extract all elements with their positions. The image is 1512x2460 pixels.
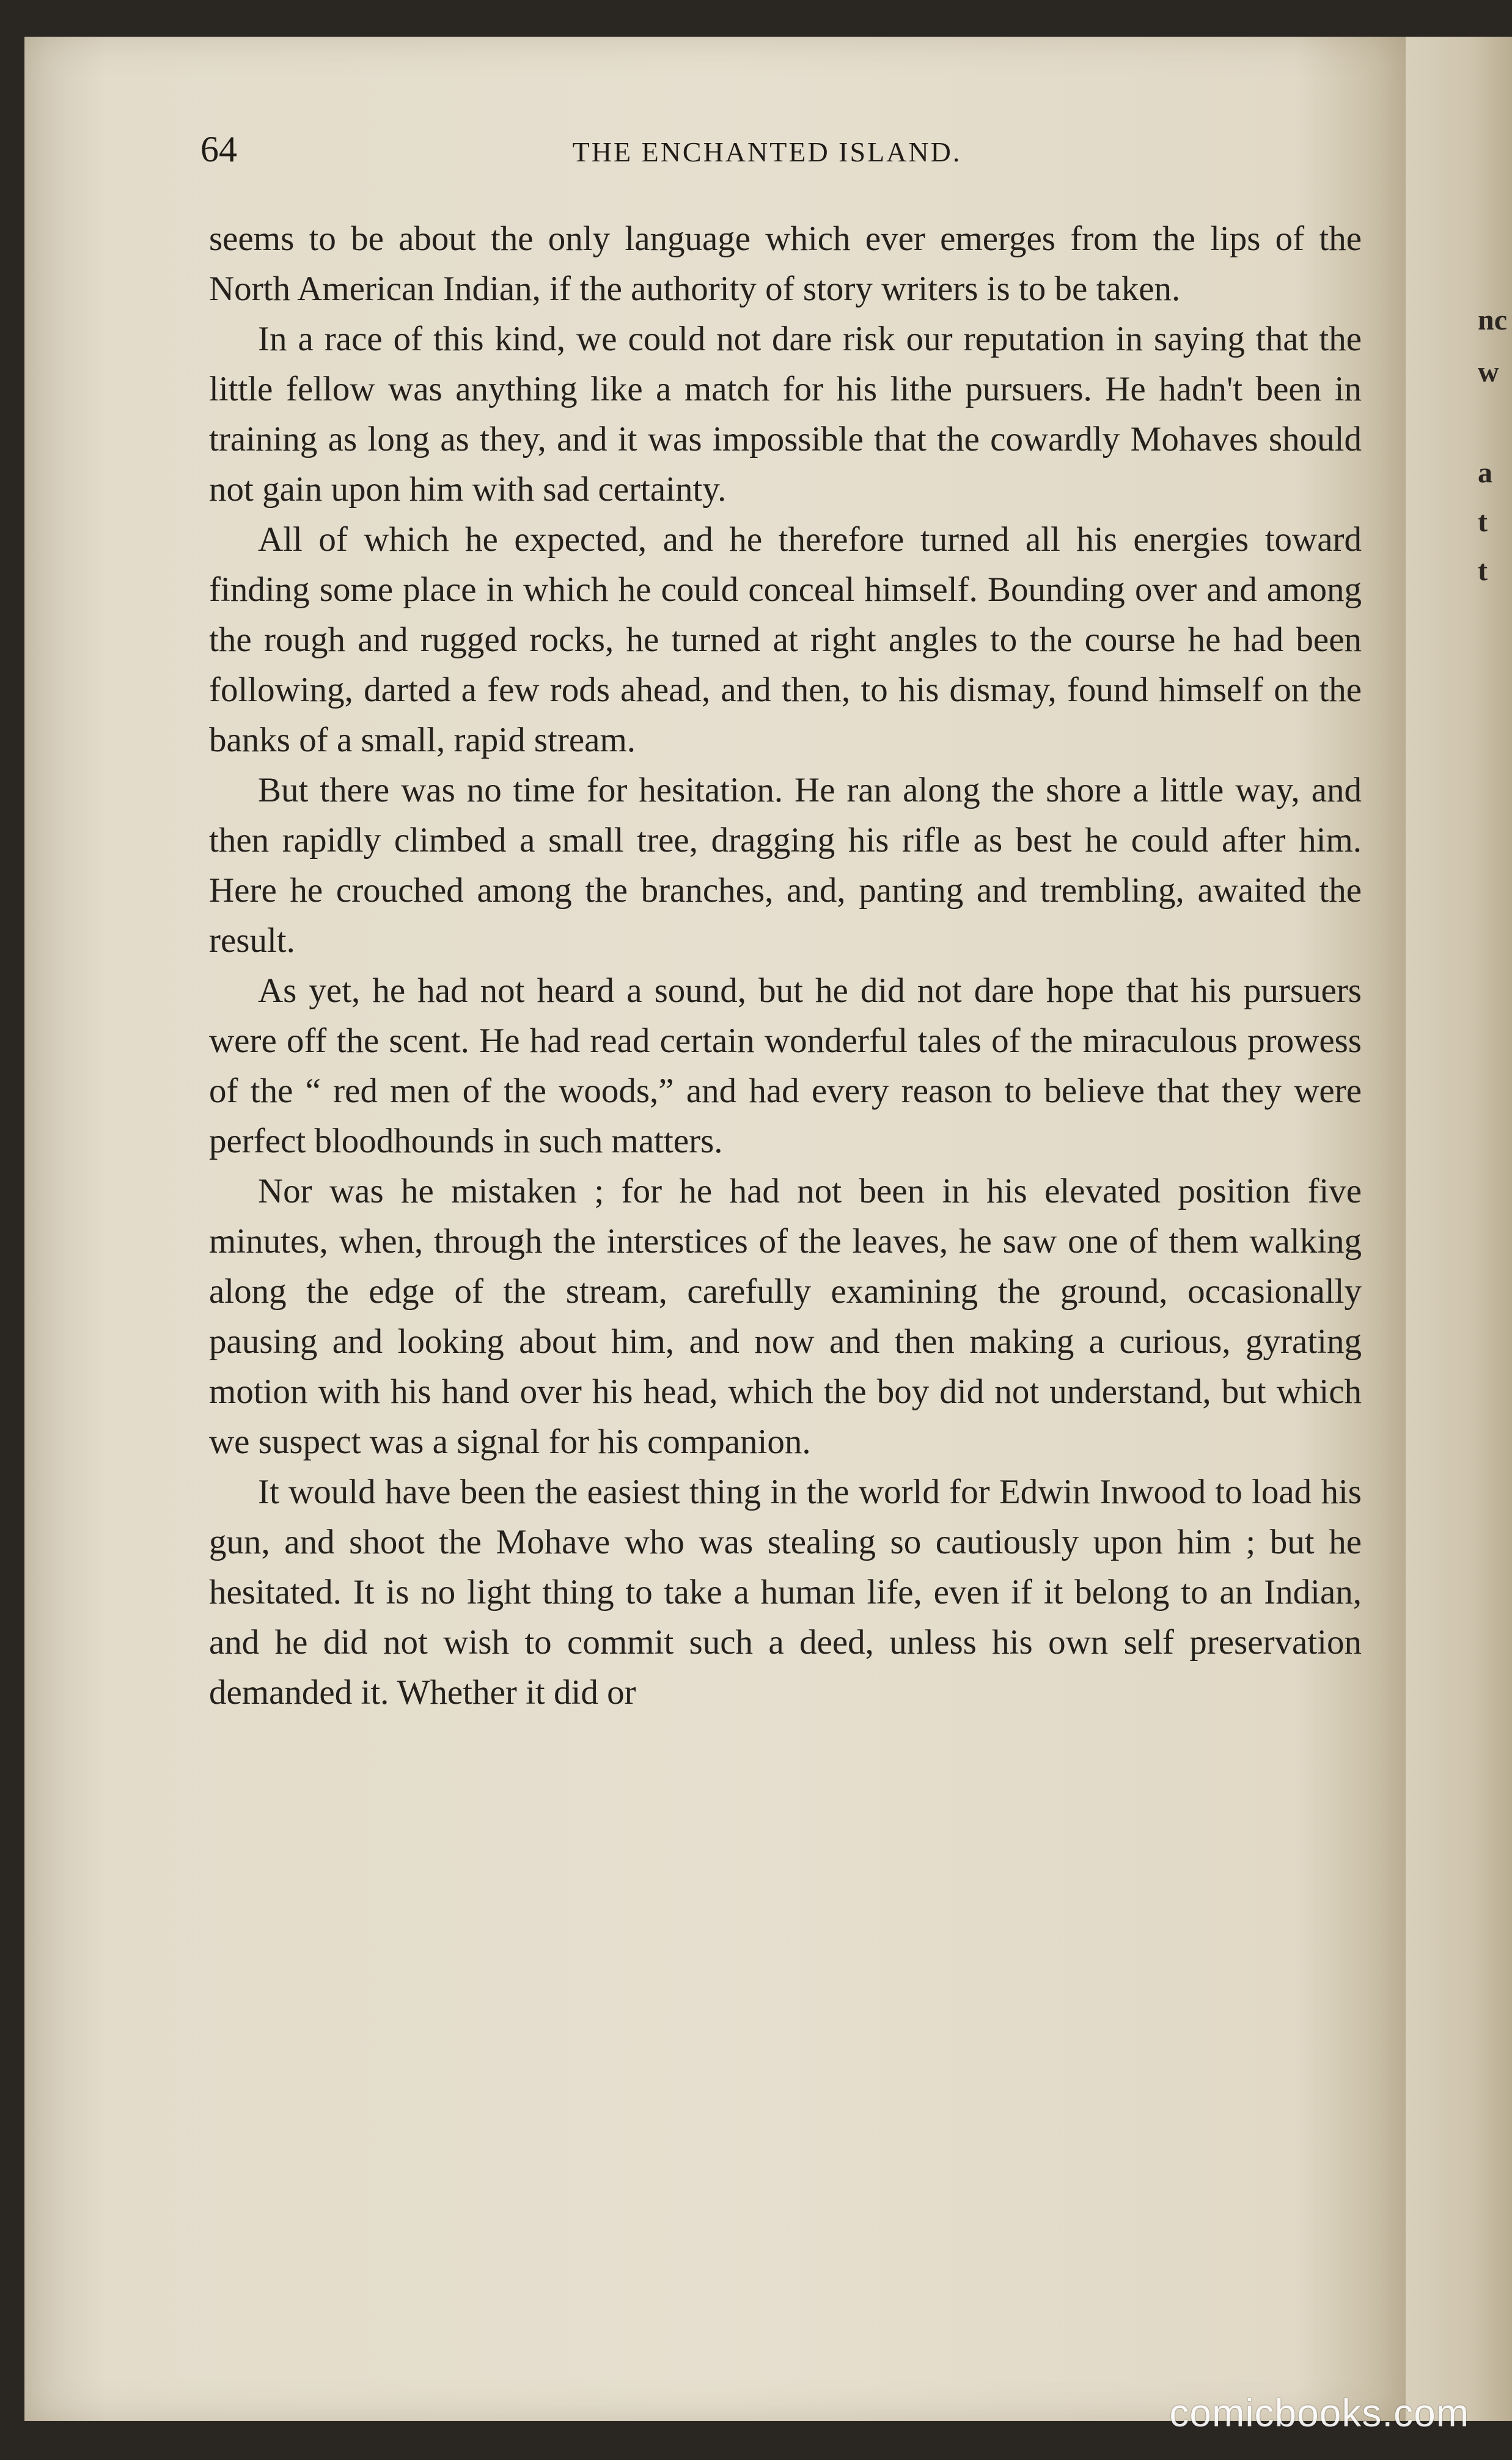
paragraph: seems to be about the only language which ever emerges from the lips of the North American Indian, if the authority of story writers is to be taken. [209,219,1362,308]
paragraph: As yet, he had not heard a sound, but he did not dare hope that his pursuers were off the scent. He had read certain wonderful tales of the miraculous prowess of the “ red men of the woods,” and had every reason to believe that they were perfect bloodhounds in such matters. [209,971,1362,1160]
paragraph: In a race of this kind, we could not dare risk our reputation in saying that the little fellow was anything like a match for his lithe pursuers. He hadn't been in training as long as they, and it was impossible that the cowardly Mohaves should not gain upon him with sad certainty. [209,320,1362,509]
page-header [177,122,1357,196]
running-title: THE ENCHANTED ISLAND. [572,136,962,168]
watermark: comicbooks.com [1169,2391,1469,2435]
paragraph: All of which he expected, and he therefore turned all his energies toward finding some place in which he could conceal himself. Bounding over and among the rough and rugged rocks, he turned at right angles to the course he had been following, darted a few rods ahead, and then, to his dismay, found himself on the banks of a small, rapid stream. [209,520,1362,759]
body-text [209,214,1362,1718]
paragraph: Nor was he mistaken ; for he had not been in his elevated position five minutes, when, through the interstices of the leaves, he saw one of them walking along the edge of the stream, carefully examining the ground, occasionally pausing and looking about him, and now and then making a curious, gyrating motion with his hand over his head, which the boy did not understand, but which we suspect was a signal for his companion. [209,1172,1362,1461]
paragraph: It would have been the easiest thing in the world for Edwin Inwood to load his gun, and shoot the Mohave who was stealing so cautiously upon him ; but he hesitated. It is no light thing to take a human life, even if it belong to an Indian, and he did not wish to commit such a deed, unless his own self preservation demanded it. Whether it did or [209,1473,1362,1712]
facing-page-fragment: a [1478,457,1492,489]
facing-page-fragment: w [1478,356,1499,388]
page-number: 64 [200,129,237,169]
facing-page-fragment: nc [1478,304,1507,336]
facing-page-fragment: t [1478,554,1488,587]
facing-page-edge [1406,37,1512,2421]
facing-page-fragment: t [1478,506,1488,538]
paragraph: But there was no time for hesitation. He ran along the shore a little way, and then rapidly climbed a small tree, dragging his rifle as best he could after him. Here he crouched among the branches, and, panting and trembling, awaited the result. [209,771,1362,960]
